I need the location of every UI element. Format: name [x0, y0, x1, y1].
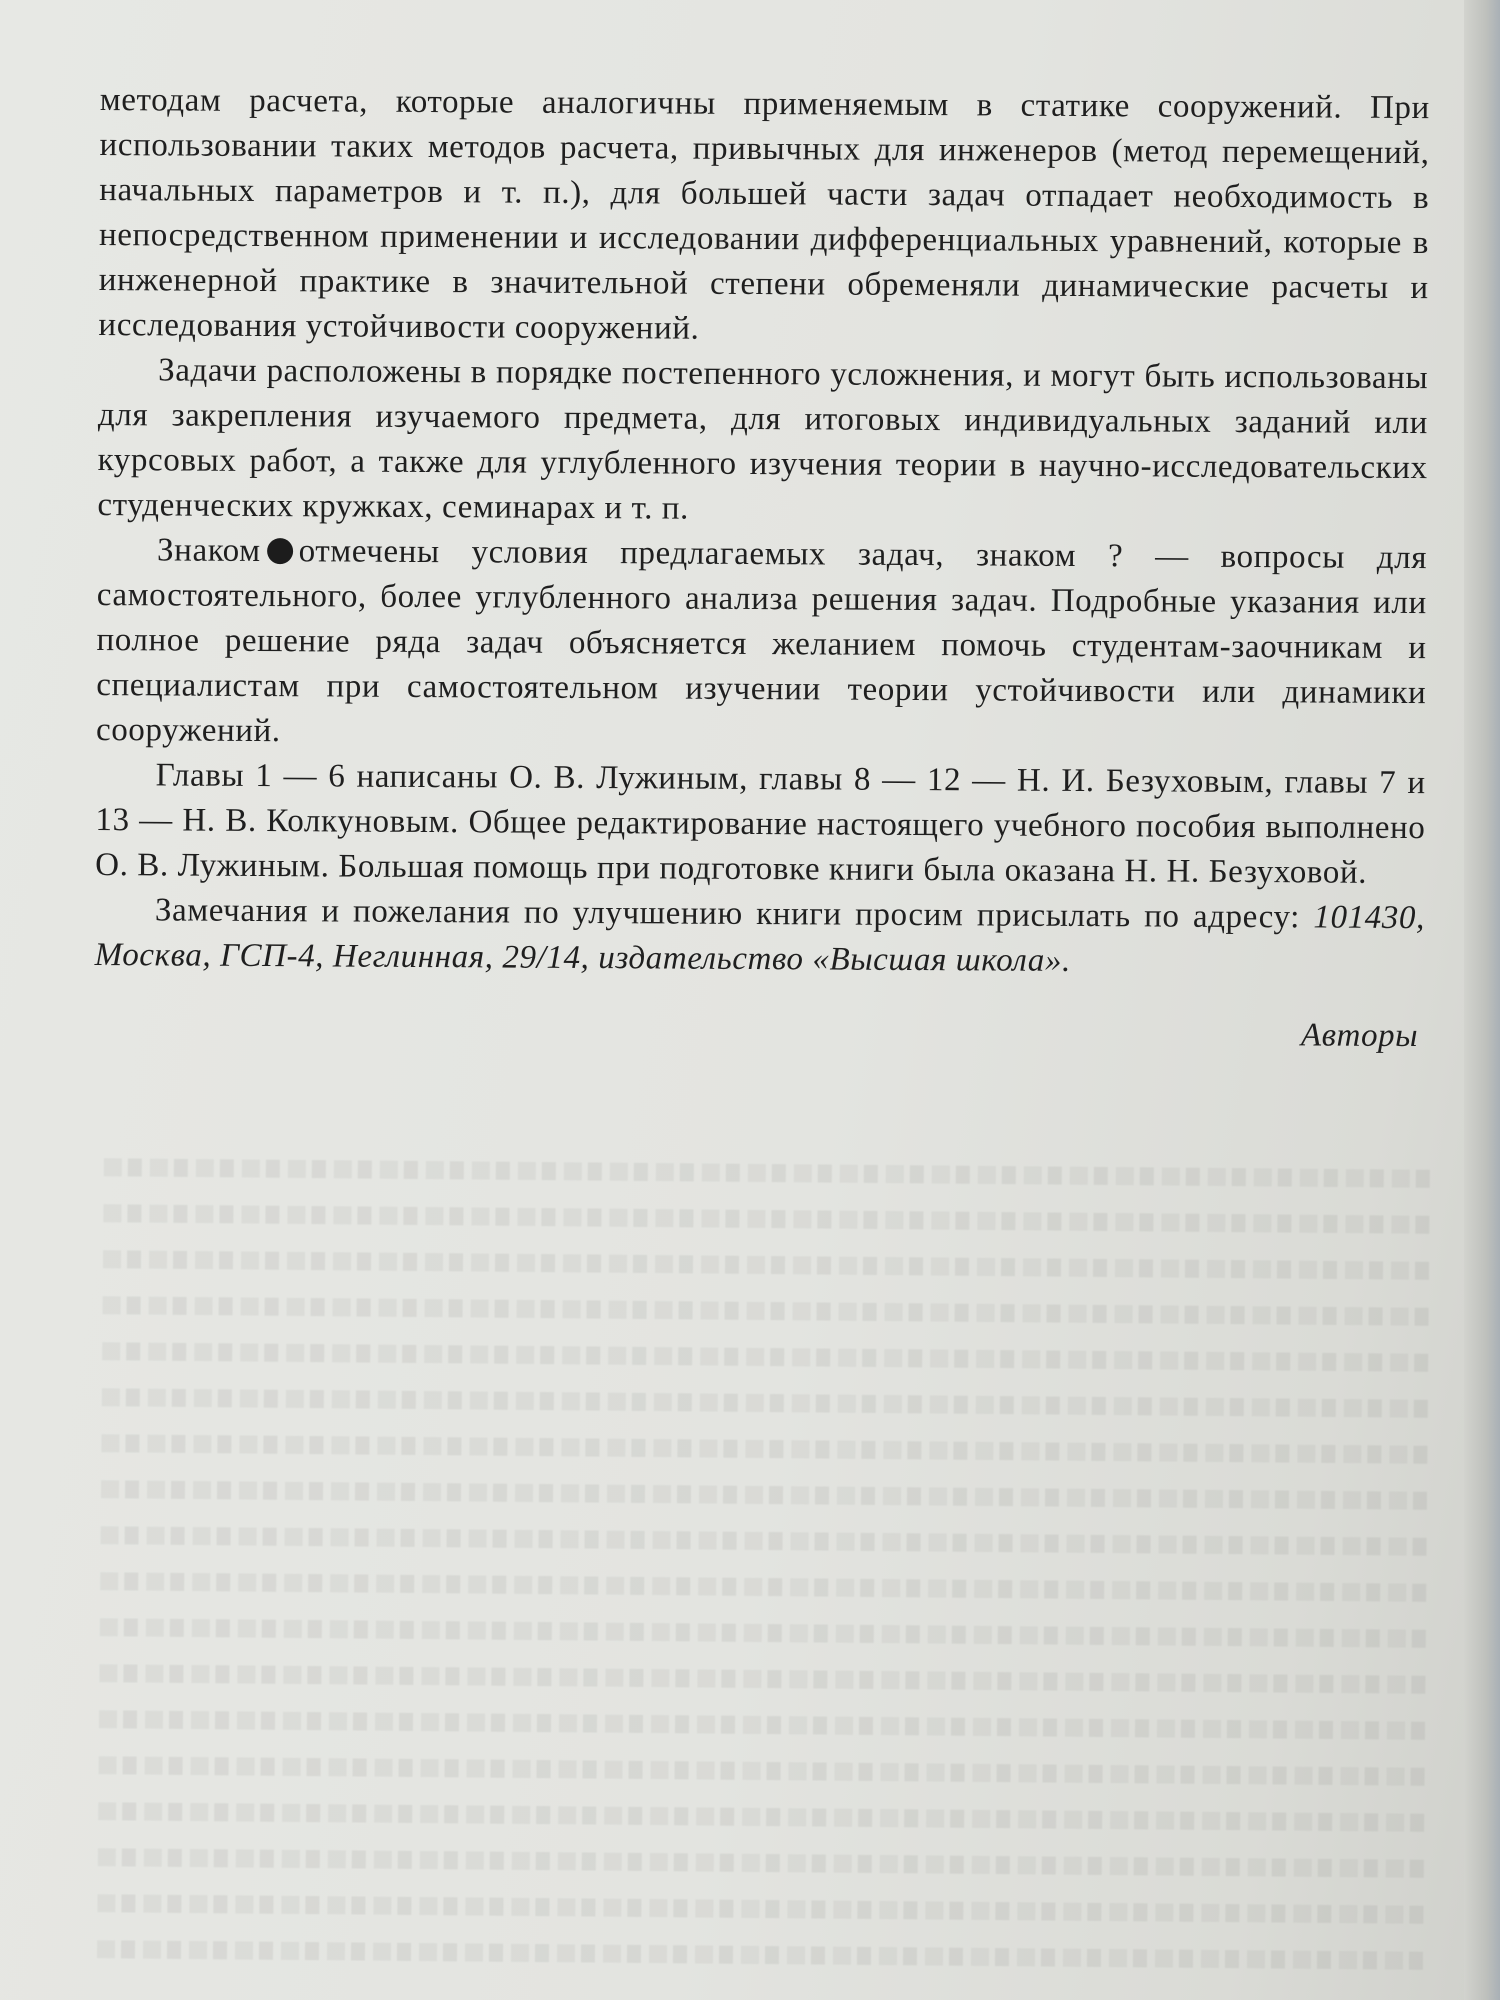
bleed-through-text [93, 1144, 1430, 1984]
paragraph-3 [96, 528, 1427, 761]
publisher-address: 101430, Москва, ГСП-4, Неглинная, 29/14, издательство «Высшая школа». [94, 899, 1426, 979]
paragraph-1: методам расчета, которые аналогичны применяемым в статике сооружений. При использовании таких методов расчета, привычных для инженеров (метод перемещений, начальных параметров и т. п.), для большей части задач отпадает необходимость в непосредственном применении и исследовании дифференциальных уравнений, которые в инженерной практике в значительной степени обременяли динамические расчеты и исследования устойчивости сооружений. [98, 81, 1430, 347]
paragraph-4: Главы 1 — 6 написаны О. В. Лужиным, главы 8 — 12 — Н. И. Безуховым, главы 7 и 13 — Н. В. Колкуновым. Общее редактирование настоящего учебного пособия выполнено О. В. Лужиным. Большая помощь при подготовке книги была оказана Н. Н. Безуховой. [95, 757, 1426, 891]
paragraph-5 [95, 888, 1426, 986]
paragraph-5-text: Замечания и пожелания по улучшению книги просим присылать по адресу: [154, 892, 1301, 936]
page-text [94, 78, 1430, 1059]
paragraph-3-rest: отмечены условия предлагаемых задач, знаком ? — вопросы для самостоятельного, более углубленного анализа решения задач. Подробные указания или полное решение ряда задач объясняется желанием помочь студентам-заочникам и специалистам при самостоятельном изучении теории устойчивости или динамики сооружений. [95, 533, 1428, 750]
paragraph-3-start: Знаком [157, 532, 261, 569]
page-edge [1464, 0, 1500, 2000]
paragraph-2: Задачи расположены в порядке постепенного усложнения, и могут быть использованы для закрепления изучаемого предмета, для итоговых индивидуальных заданий или курсовых работ, а также для углубленного изучения теории в научно-исследовательских студенческих кружках, семинарах и т. п. [97, 352, 1429, 527]
bullet-marker-icon [267, 538, 293, 564]
signature: Авторы [1300, 1017, 1419, 1055]
